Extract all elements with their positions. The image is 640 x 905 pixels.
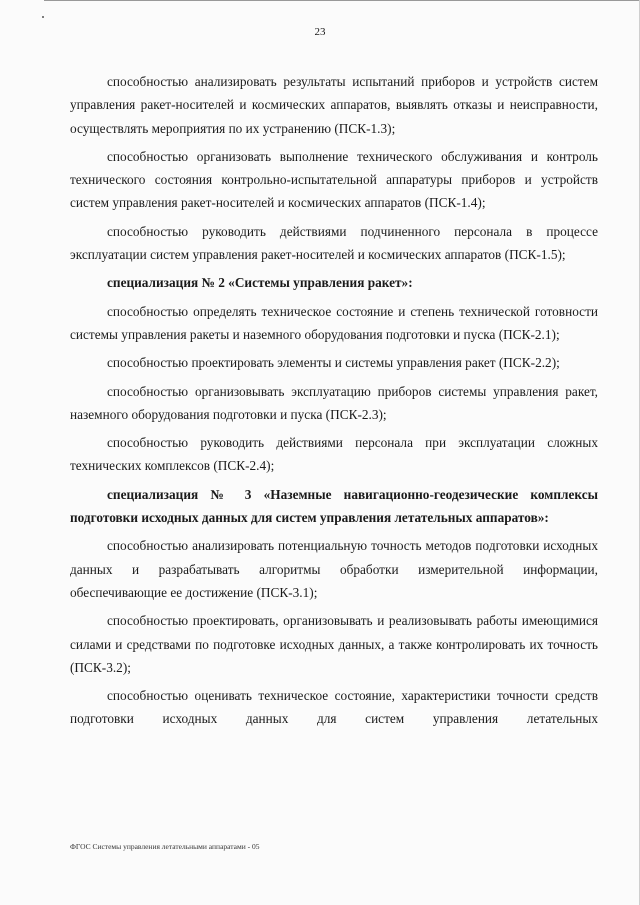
paragraph: способностью проектировать элементы и системы управления ракет (ПСК-2.2);: [107, 355, 560, 371]
paragraph: способностью анализировать результаты испытаний приборов и устройств систем управления ракет-носителей и космических аппаратов, выявлять отказы и неисправности, осуществлять мероприятия по их устранению (ПСК-1.3);: [70, 74, 598, 136]
paragraph: способностью определять техническое состояние и степень технической готовности системы управления ракеты и наземного оборудования подготовки и пуска (ПСК-2.1);: [70, 303, 598, 342]
page-edge-top: [44, 0, 640, 2]
section-heading: специализация № 2 «Системы управления ракет»:: [107, 275, 413, 291]
section-heading: специализация № 3 «Наземные навигационно-геодезические комплексы подготовки исходных данных для систем управления летательных аппаратов»:: [70, 486, 598, 526]
paragraph: способностью руководить действиями подчиненного персонала в процессе эксплуатации систем управления ракет-носителей и космических аппаратов (ПСК-1.5);: [70, 223, 598, 263]
paragraph: способностью проектировать, организовывать и реализовывать работы имеющимися силами и средствами по подготовке исходных данных, а также контролировать их точность (ПСК-3.2);: [70, 613, 598, 675]
scan-speck: [42, 16, 44, 18]
paragraph: способностью анализировать потенциальную точность методов подготовки исходных данных и разрабатывать алгоритмы обработки измерительной информации, обеспечивающие ее достижение (ПСК-3.1);: [70, 538, 598, 600]
paragraph: способностью руководить действиями персонала при эксплуатации сложных технических комплексов (ПСК-2.4);: [70, 435, 598, 474]
page-number: 23: [314, 26, 326, 38]
paragraph: способностью организовывать эксплуатацию приборов системы управления ракет, наземного оборудования подготовки и пуска (ПСК-2.3);: [70, 383, 598, 422]
paragraph: способностью оценивать техническое состояние, характеристики точности средств подготовки исходных данных для систем управления летательных: [70, 688, 598, 727]
page-footer: ФГОС Системы управления летательными аппаратами - 05: [70, 842, 260, 851]
document-body: [70, 70, 598, 736]
paragraph: способностью организовать выполнение технического обслуживания и контроль технического состояния контрольно-испытательной аппаратуры приборов и устройств систем управления ракет-носителей и космических аппаратов (ПСК-1.4);: [70, 148, 598, 211]
